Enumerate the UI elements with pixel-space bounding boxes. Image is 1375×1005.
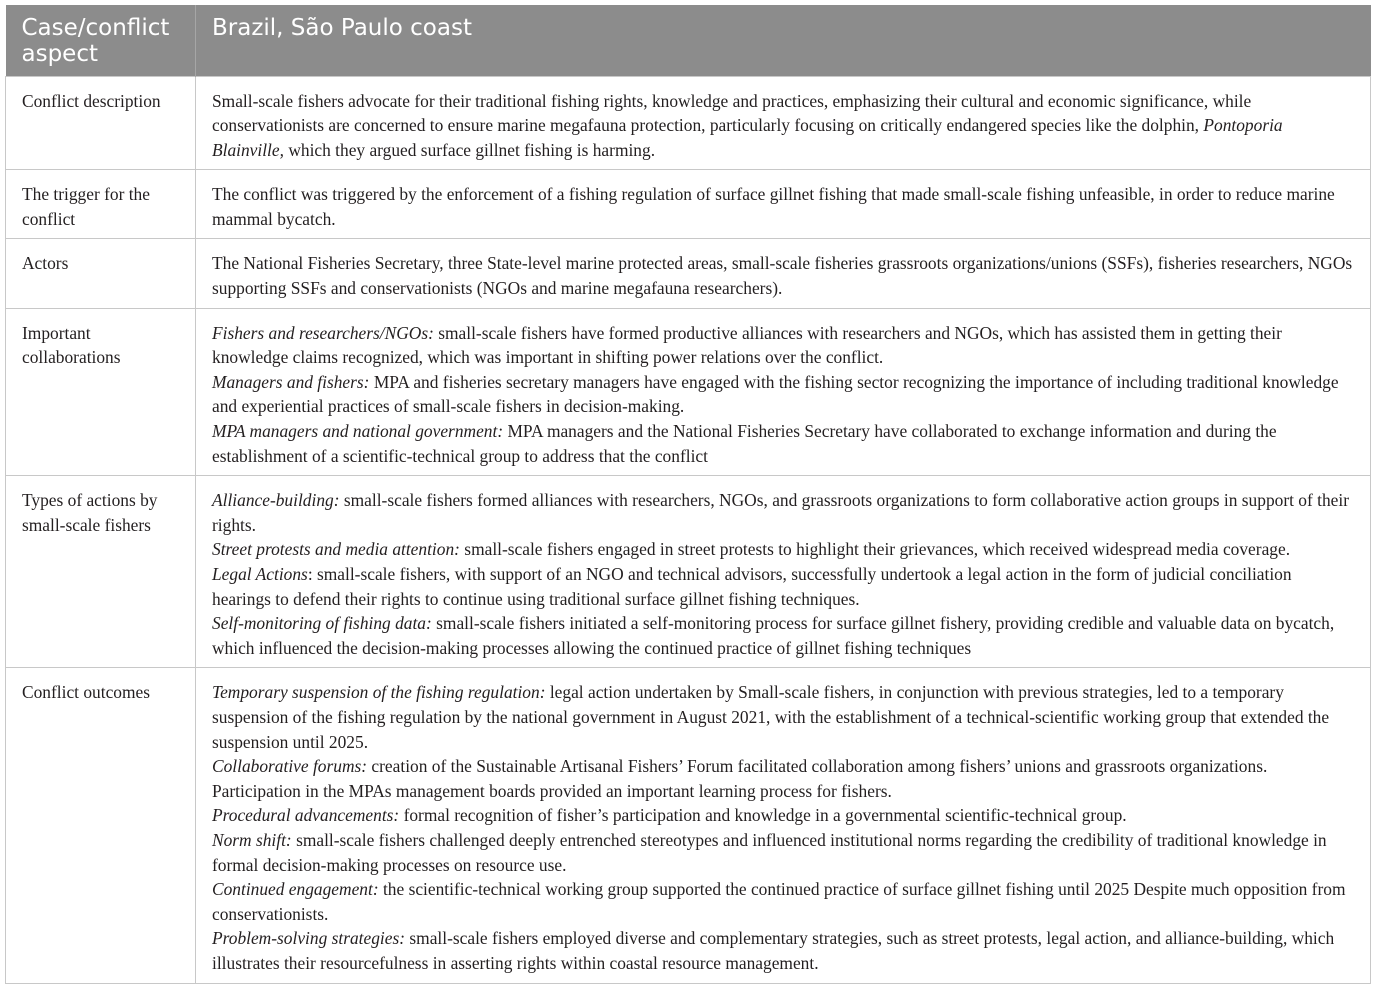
table-row (6, 476, 1371, 668)
detail-segment (212, 251, 1354, 300)
detail-segment (212, 182, 1354, 231)
table-row (6, 308, 1371, 476)
segment-lead: Fishers and researchers/NGOs: (212, 322, 434, 343)
segment-text: small-scale fishers initiated a self-monitoring process for surface gillnet fishery, providing credible and valuable data on bycatch, which influenced the decision-making processes allowing the continued practice of gillnet fishing techniques (212, 613, 1335, 658)
detail-segment (212, 89, 1354, 163)
segment-text: formal recognition of fisher’s participation and knowledge in a governmental scientific-technical group. (399, 805, 1127, 826)
segment-text: small-scale fishers employed diverse and complementary strategies, such as street protests, legal action, and alliance-building, which illustrates their resourcefulness in asserting rights within coastal resource management. (212, 928, 1335, 973)
detail-segment (212, 562, 1354, 611)
detail-segment (212, 877, 1354, 926)
segment-lead: Self-monitoring of fishing data: (212, 613, 432, 634)
row-aspect: Actors (6, 239, 196, 308)
segment-text: small-scale fishers have formed productive alliances with researchers and NGOs, which has assisted them in getting their knowledge claims recognized, which was important in shifting power relations over the conflict. (212, 322, 1282, 368)
detail-segment (212, 370, 1354, 419)
segment-lead: Continued engagement: (212, 879, 379, 900)
segment-text: The National Fisheries Secretary, three State-level marine protected areas, small-scale fisheries grassroots organizations/unions (SSFs), fisheries researchers, NGOs supporting SSFs and conservationists (NGOs and marine megafauna researchers). (212, 253, 1353, 299)
table-row (6, 76, 1371, 170)
table-body (6, 76, 1371, 983)
segment-text: legal action undertaken by Small-scale fishers, in conjunction with previous strategies, led to a temporary suspension of the fishing regulation by the national government in August 2021, with the establishment of a technical-scientific working group that extended the suspension until 2025. (212, 682, 1330, 752)
row-aspect: Types of actions by small-scale fishers (6, 476, 196, 668)
row-detail (196, 239, 1371, 308)
segment-text: The conflict was triggered by the enforcement of a fishing regulation of surface gillnet fishing that made small-scale fishing unfeasible, in order to reduce marine mammal bycatch. (212, 184, 1335, 229)
segment-text: small-scale fishers engaged in street protests to highlight their grievances, which received widespread media coverage. (459, 539, 1291, 560)
segment-lead: Temporary suspension of the fishing regulation: (212, 682, 546, 703)
segment-text: Small-scale fishers advocate for their traditional fishing rights, knowledge and practices, emphasizing their cultural and economic significance, while conservationists are concerned to ensure marine megafauna protection, particularly focusing on critically endangered species like the dolphin, (212, 90, 1252, 136)
row-detail (196, 308, 1371, 476)
detail-segment (212, 419, 1354, 468)
table-row (6, 668, 1371, 983)
detail-segment (212, 803, 1354, 828)
segment-lead: Collaborative forums: (212, 756, 368, 777)
segment-text: MPA and fisheries secretary managers have engaged with the fishing sector recognizing the importance of including traditional knowledge and experiential practices of small-scale fishers in decision-making. (212, 371, 1339, 417)
species-name: Pontoporia Blainville, (212, 115, 1283, 160)
header-aspect: Case/conflict aspect (6, 5, 196, 76)
detail-segment (212, 926, 1354, 975)
segment-lead: Legal Actions (212, 564, 308, 584)
segment-text: small-scale fishers challenged deeply entrenched stereotypes and influenced institutional norms regarding the credibility of traditional knowledge in formal decision-making processes on resource use. (212, 829, 1327, 875)
detail-segment (212, 754, 1354, 803)
row-detail (196, 76, 1371, 170)
table-header (6, 5, 1371, 76)
segment-text: the scientific-technical working group supported the continued practice of surface gillnet fishing until 2025 Despite much opposition from conservationists. (212, 879, 1346, 924)
row-aspect: Conflict description (6, 76, 196, 170)
row-detail (196, 668, 1371, 983)
segment-text: MPA managers and the National Fisheries Secretary have collaborated to exchange information and during the establishment of a scientific-technical group to address that the conflict (212, 421, 1277, 466)
row-aspect: Important collaborations (6, 308, 196, 476)
detail-segment (212, 828, 1354, 877)
header-case: Brazil, São Paulo coast (196, 5, 1371, 76)
segment-lead: Procedural advancements: (212, 805, 400, 826)
segment-text-after: which they argued surface gillnet fishing is harming. (283, 139, 656, 160)
detail-segment (212, 537, 1354, 562)
detail-segment (212, 680, 1354, 754)
segment-text: small-scale fishers formed alliances with researchers, NGOs, and grassroots organizations to form collaborative action groups in support of their rights. (212, 490, 1350, 535)
header-row (6, 5, 1371, 76)
row-aspect: Conflict outcomes (6, 668, 196, 983)
detail-segment (212, 321, 1354, 370)
segment-lead: Norm shift: (212, 829, 292, 850)
segment-text: : small-scale fishers, with support of an NGO and technical advisors, successfully undertook a legal action in the form of judicial conciliation hearings to defend their rights to continue using traditional surface gillnet fishing techniques. (212, 564, 1292, 609)
table-row (6, 239, 1371, 308)
conflict-table (5, 5, 1371, 984)
segment-lead: Street protests and media attention: (212, 539, 460, 560)
detail-segment (212, 488, 1354, 537)
row-aspect: The trigger for the conflict (6, 170, 196, 239)
row-detail (196, 170, 1371, 239)
row-detail (196, 476, 1371, 668)
segment-lead: Managers and fishers: (212, 371, 370, 392)
detail-segment (212, 611, 1354, 660)
segment-lead: Problem-solving strategies: (212, 928, 406, 949)
segment-text: creation of the Sustainable Artisanal Fishers’ Forum facilitated collaboration among fishers’ unions and grassroots organizations. Participation in the MPAs management boards provided an important learning process for fishers. (212, 756, 1268, 801)
segment-lead: MPA managers and national government: (212, 421, 504, 442)
segment-lead: Alliance-building: (212, 490, 340, 511)
table-row (6, 170, 1371, 239)
